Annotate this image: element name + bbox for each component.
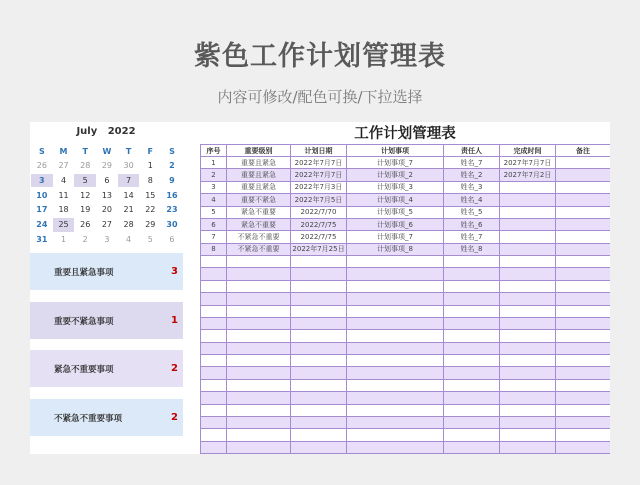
summary-count: 2: [171, 412, 178, 423]
table-cell[interactable]: [227, 367, 291, 379]
table-cell[interactable]: [227, 392, 291, 404]
table-cell[interactable]: [227, 317, 291, 329]
calendar-day[interactable]: 29: [101, 161, 112, 171]
calendar-title: [30, 126, 182, 137]
calendar-day[interactable]: 7: [118, 174, 140, 188]
table-cell[interactable]: [444, 392, 500, 404]
calendar-weekday: F: [147, 146, 154, 156]
calendar-day[interactable]: 13: [101, 190, 112, 200]
table-cell[interactable]: [291, 404, 347, 416]
calendar-day[interactable]: 27: [101, 220, 112, 230]
page-title: 紫色工作计划管理表: [194, 41, 446, 72]
table-row-empty: [201, 429, 611, 441]
table-cell[interactable]: [291, 429, 347, 441]
table-row-empty: [201, 404, 611, 416]
table-cell[interactable]: [444, 317, 500, 329]
table-cell[interactable]: [227, 280, 291, 292]
summary-box: [30, 302, 183, 339]
table-cell[interactable]: 1: [201, 157, 227, 169]
plan-table: [200, 144, 610, 454]
summary-box: [30, 399, 183, 436]
table-cell[interactable]: [347, 367, 444, 379]
table-row: [201, 243, 611, 255]
table-row-empty: [201, 416, 611, 428]
table-cell[interactable]: [347, 256, 444, 268]
table-cell[interactable]: 2022年7月5日: [291, 194, 347, 206]
calendar-day[interactable]: 14: [123, 190, 134, 200]
table-row-empty: [201, 317, 611, 329]
calendar-day[interactable]: 2: [82, 234, 88, 244]
table-cell[interactable]: [556, 256, 611, 268]
table-row-empty: [201, 379, 611, 391]
table-cell[interactable]: 不紧急不重要: [227, 243, 291, 255]
calendar-day[interactable]: 28: [123, 220, 134, 230]
calendar-day[interactable]: 10: [36, 190, 48, 200]
table-cell[interactable]: 姓名_4: [444, 194, 500, 206]
calendar-day[interactable]: 20: [101, 205, 112, 215]
table-cell[interactable]: [201, 305, 227, 317]
table-cell[interactable]: 计划事项_8: [347, 243, 444, 255]
table-row-empty: [201, 293, 611, 305]
column-header: 责任人: [444, 145, 500, 157]
table-cell[interactable]: [500, 218, 556, 230]
table-cell[interactable]: [201, 280, 227, 292]
table-row-empty: [201, 305, 611, 317]
table-cell[interactable]: [444, 441, 500, 453]
table-cell[interactable]: [556, 206, 611, 218]
calendar-day[interactable]: 19: [80, 205, 91, 215]
table-cell[interactable]: [347, 268, 444, 280]
table-cell[interactable]: [556, 355, 611, 367]
table-cell[interactable]: [291, 268, 347, 280]
table-cell[interactable]: 7: [201, 231, 227, 243]
calendar-day[interactable]: 17: [36, 205, 48, 215]
calendar-day[interactable]: 27: [58, 161, 69, 171]
table-cell[interactable]: [444, 256, 500, 268]
table-title: 工作计划管理表: [354, 126, 456, 142]
calendar-day[interactable]: 21: [123, 205, 134, 215]
table-cell[interactable]: [347, 355, 444, 367]
table-cell[interactable]: [500, 379, 556, 391]
calendar-day[interactable]: 15: [145, 190, 156, 200]
table-cell[interactable]: [227, 416, 291, 428]
calendar-weekday: T: [125, 146, 132, 156]
table-cell[interactable]: [444, 305, 500, 317]
summary-count: 3: [171, 266, 178, 277]
table-cell[interactable]: [444, 330, 500, 342]
calendar-day[interactable]: 4: [60, 175, 67, 185]
table-cell[interactable]: 计划事项_7: [347, 231, 444, 243]
calendar-day[interactable]: 25: [53, 218, 75, 232]
table-cell[interactable]: [500, 231, 556, 243]
calendar-day[interactable]: 26: [80, 220, 91, 230]
calendar-day[interactable]: 3: [31, 174, 53, 188]
table-row: [201, 231, 611, 243]
calendar-day[interactable]: 31: [36, 234, 48, 244]
table-cell[interactable]: [556, 157, 611, 169]
table-row-empty: [201, 330, 611, 342]
table-cell[interactable]: [291, 379, 347, 391]
table-cell[interactable]: [556, 379, 611, 391]
table-cell[interactable]: 2022/7/70: [291, 206, 347, 218]
table-cell[interactable]: [347, 280, 444, 292]
calendar-grid: [31, 144, 183, 247]
table-cell[interactable]: [227, 256, 291, 268]
table-cell[interactable]: 姓名_2: [444, 169, 500, 181]
calendar-day[interactable]: 9: [169, 175, 175, 185]
table-cell[interactable]: [227, 379, 291, 391]
table-row: [201, 169, 611, 181]
calendar-day[interactable]: 26: [36, 161, 47, 171]
summary-label: 不紧急不重要事项: [54, 413, 123, 424]
table-row: [201, 206, 611, 218]
table-cell[interactable]: [444, 379, 500, 391]
table-cell[interactable]: 计划事项_2: [347, 169, 444, 181]
column-header: 序号: [201, 145, 227, 157]
table-cell[interactable]: [347, 416, 444, 428]
table-cell[interactable]: [444, 280, 500, 292]
table-cell[interactable]: [500, 243, 556, 255]
table-cell[interactable]: [347, 404, 444, 416]
calendar-day[interactable]: 22: [145, 205, 156, 215]
table-cell[interactable]: [556, 367, 611, 379]
calendar-weekday: T: [82, 146, 88, 156]
table-cell[interactable]: [556, 169, 611, 181]
table-cell[interactable]: [444, 355, 500, 367]
table-cell[interactable]: [556, 429, 611, 441]
table-cell[interactable]: [291, 441, 347, 453]
calendar-weekday: S: [38, 146, 45, 156]
table-cell[interactable]: 2022/7/75: [291, 218, 347, 230]
table-cell[interactable]: 不紧急不重要: [227, 231, 291, 243]
column-header: 计划日期: [291, 145, 347, 157]
calendar-month: July: [76, 126, 98, 137]
calendar-day[interactable]: 5: [147, 234, 153, 244]
calendar-day[interactable]: 12: [80, 190, 91, 200]
table-cell[interactable]: [444, 342, 500, 354]
table-cell[interactable]: [500, 280, 556, 292]
summary-label: 紧急不重要事项: [54, 364, 114, 375]
table-cell[interactable]: 重要不紧急: [227, 194, 291, 206]
table-cell[interactable]: [291, 305, 347, 317]
calendar-day[interactable]: 1: [60, 234, 67, 244]
table-cell[interactable]: [444, 429, 500, 441]
calendar-day[interactable]: 3: [104, 234, 110, 244]
table-row-empty: [201, 367, 611, 379]
table-cell[interactable]: 姓名_3: [444, 181, 500, 193]
table-row: [201, 194, 611, 206]
calendar-day[interactable]: 2: [169, 161, 175, 171]
table-row-empty: [201, 342, 611, 354]
calendar-day[interactable]: 11: [58, 190, 69, 200]
table-row: [201, 157, 611, 169]
table-cell[interactable]: 2022年7月3日: [291, 181, 347, 193]
table-cell[interactable]: [500, 355, 556, 367]
table-cell[interactable]: 姓名_5: [444, 206, 500, 218]
table-cell[interactable]: 2022/7/75: [291, 231, 347, 243]
table-cell[interactable]: 2: [201, 169, 227, 181]
table-cell[interactable]: [201, 317, 227, 329]
table-cell[interactable]: [201, 256, 227, 268]
table-cell[interactable]: [556, 231, 611, 243]
table-cell[interactable]: [201, 416, 227, 428]
table-row-empty: [201, 441, 611, 453]
table-cell[interactable]: [556, 280, 611, 292]
table-cell[interactable]: [556, 330, 611, 342]
table-cell[interactable]: [556, 293, 611, 305]
calendar-day[interactable]: 16: [166, 190, 178, 200]
column-header: 完成时间: [500, 145, 556, 157]
table-cell[interactable]: [556, 218, 611, 230]
page-subtitle: 内容可修改/配色可换/下拉选择: [217, 88, 423, 106]
table-cell[interactable]: [500, 416, 556, 428]
calendar-day[interactable]: 24: [36, 220, 48, 230]
table-cell[interactable]: [500, 256, 556, 268]
table-row-empty: [201, 280, 611, 292]
table-cell[interactable]: [500, 305, 556, 317]
table-cell[interactable]: [347, 392, 444, 404]
table-cell[interactable]: [556, 305, 611, 317]
calendar-day[interactable]: 30: [166, 220, 178, 230]
table-cell[interactable]: 计划事项_6: [347, 218, 444, 230]
table-cell[interactable]: [201, 429, 227, 441]
table-cell[interactable]: [227, 268, 291, 280]
table-cell[interactable]: [227, 305, 291, 317]
table-cell[interactable]: [347, 305, 444, 317]
table-cell[interactable]: 计划事项_3: [347, 181, 444, 193]
table-cell[interactable]: [227, 342, 291, 354]
table-cell[interactable]: 5: [201, 206, 227, 218]
table-cell[interactable]: [444, 404, 500, 416]
calendar-day[interactable]: 29: [145, 220, 156, 230]
table-cell[interactable]: [291, 342, 347, 354]
table-cell[interactable]: 6: [201, 218, 227, 230]
calendar-day[interactable]: 23: [166, 205, 178, 215]
table-cell[interactable]: [227, 355, 291, 367]
calendar-day[interactable]: 6: [104, 175, 110, 185]
table-cell[interactable]: 8: [201, 243, 227, 255]
table-cell[interactable]: [347, 342, 444, 354]
table-cell[interactable]: 姓名_7: [444, 157, 500, 169]
table-cell[interactable]: [201, 441, 227, 453]
table-cell[interactable]: [347, 379, 444, 391]
calendar-day[interactable]: 30: [123, 161, 134, 171]
table-cell[interactable]: 2027年7月2日: [500, 169, 556, 181]
table-cell[interactable]: [500, 181, 556, 193]
summary-label: 重要且紧急事项: [54, 267, 114, 278]
calendar-weekday: W: [102, 146, 112, 156]
table-cell[interactable]: [444, 268, 500, 280]
table-cell[interactable]: 3: [201, 181, 227, 193]
table-cell[interactable]: [556, 181, 611, 193]
table-cell[interactable]: [500, 268, 556, 280]
table-cell[interactable]: [500, 404, 556, 416]
table-cell[interactable]: [291, 355, 347, 367]
table-cell[interactable]: [201, 293, 227, 305]
table-cell[interactable]: [556, 268, 611, 280]
table-cell[interactable]: [201, 330, 227, 342]
table-cell[interactable]: [500, 194, 556, 206]
table-cell[interactable]: [201, 404, 227, 416]
table-cell[interactable]: [556, 416, 611, 428]
table-cell[interactable]: [556, 317, 611, 329]
column-header: 重要级别: [227, 145, 291, 157]
table-cell[interactable]: [500, 293, 556, 305]
spreadsheet-area: [30, 122, 610, 454]
table-row: [201, 218, 611, 230]
calendar-day[interactable]: 5: [74, 174, 96, 188]
table-cell[interactable]: [500, 392, 556, 404]
table-cell[interactable]: [500, 441, 556, 453]
table-cell[interactable]: [556, 342, 611, 354]
table-cell[interactable]: [500, 429, 556, 441]
table-cell[interactable]: 计划事项_7: [347, 157, 444, 169]
table-row: [201, 181, 611, 193]
table-cell[interactable]: 重要且紧急: [227, 169, 291, 181]
table-row-empty: [201, 392, 611, 404]
table-row-empty: [201, 355, 611, 367]
table-cell[interactable]: [291, 367, 347, 379]
table-cell[interactable]: [291, 392, 347, 404]
table-cell[interactable]: 姓名_6: [444, 218, 500, 230]
table-cell[interactable]: 紧急不重要: [227, 218, 291, 230]
table-header-row: [201, 145, 611, 157]
table-cell[interactable]: [500, 367, 556, 379]
summary-count: 1: [171, 315, 178, 326]
table-cell[interactable]: [444, 416, 500, 428]
table-cell[interactable]: [227, 441, 291, 453]
table-cell[interactable]: 姓名_8: [444, 243, 500, 255]
table-cell[interactable]: 2022年7月7日: [291, 157, 347, 169]
calendar-weekday: S: [169, 146, 175, 156]
table-cell[interactable]: [500, 330, 556, 342]
table-cell[interactable]: 2022年7月7日: [291, 169, 347, 181]
table-cell[interactable]: [347, 429, 444, 441]
table-cell[interactable]: [500, 206, 556, 218]
calendar-day[interactable]: 28: [80, 161, 91, 171]
table-cell[interactable]: [556, 392, 611, 404]
calendar-day[interactable]: 1: [147, 161, 153, 171]
summary-count: 2: [171, 363, 178, 374]
table-cell[interactable]: [227, 293, 291, 305]
column-header: 备注: [556, 145, 611, 157]
table-cell[interactable]: [556, 441, 611, 453]
table-cell[interactable]: [347, 317, 444, 329]
calendar-day[interactable]: 8: [147, 175, 153, 185]
table-cell[interactable]: 2027年7月7日: [500, 157, 556, 169]
table-cell[interactable]: [556, 243, 611, 255]
table-cell[interactable]: 重要且紧急: [227, 157, 291, 169]
calendar-day[interactable]: 18: [58, 205, 69, 215]
calendar-day[interactable]: 4: [126, 234, 132, 244]
table-cell[interactable]: [291, 256, 347, 268]
table-cell[interactable]: [291, 317, 347, 329]
table-cell[interactable]: [347, 293, 444, 305]
table-cell[interactable]: [347, 441, 444, 453]
table-cell[interactable]: 2022年7月25日: [291, 243, 347, 255]
table-cell[interactable]: [500, 317, 556, 329]
table-cell[interactable]: [556, 194, 611, 206]
table-cell[interactable]: [227, 404, 291, 416]
table-cell[interactable]: [291, 330, 347, 342]
table-cell[interactable]: [201, 367, 227, 379]
table-cell[interactable]: [291, 280, 347, 292]
table-cell[interactable]: [291, 416, 347, 428]
calendar-day[interactable]: 6: [169, 234, 175, 244]
table-cell[interactable]: 计划事项_5: [347, 206, 444, 218]
table-cell[interactable]: [227, 429, 291, 441]
table-cell[interactable]: [201, 342, 227, 354]
table-cell[interactable]: [201, 268, 227, 280]
table-cell[interactable]: [291, 293, 347, 305]
table-cell[interactable]: 计划事项_4: [347, 194, 444, 206]
table-cell[interactable]: [500, 342, 556, 354]
table-cell[interactable]: [444, 367, 500, 379]
summary-box: [30, 253, 183, 290]
column-header: 计划事项: [347, 145, 444, 157]
table-cell[interactable]: 4: [201, 194, 227, 206]
table-cell[interactable]: 重要且紧急: [227, 181, 291, 193]
table-cell[interactable]: 姓名_7: [444, 231, 500, 243]
calendar-year: 2022: [107, 126, 136, 137]
table-cell[interactable]: [201, 355, 227, 367]
table-cell[interactable]: [556, 404, 611, 416]
table-cell[interactable]: 紧急不重要: [227, 206, 291, 218]
table-cell[interactable]: [347, 330, 444, 342]
table-cell[interactable]: [201, 379, 227, 391]
calendar-weekday: M: [59, 146, 68, 156]
table-row-empty: [201, 256, 611, 268]
table-row-empty: [201, 268, 611, 280]
table-cell[interactable]: [227, 330, 291, 342]
summary-box: [30, 350, 183, 387]
summary-label: 重要不紧急事项: [54, 316, 114, 327]
table-cell[interactable]: [201, 392, 227, 404]
table-cell[interactable]: [444, 293, 500, 305]
